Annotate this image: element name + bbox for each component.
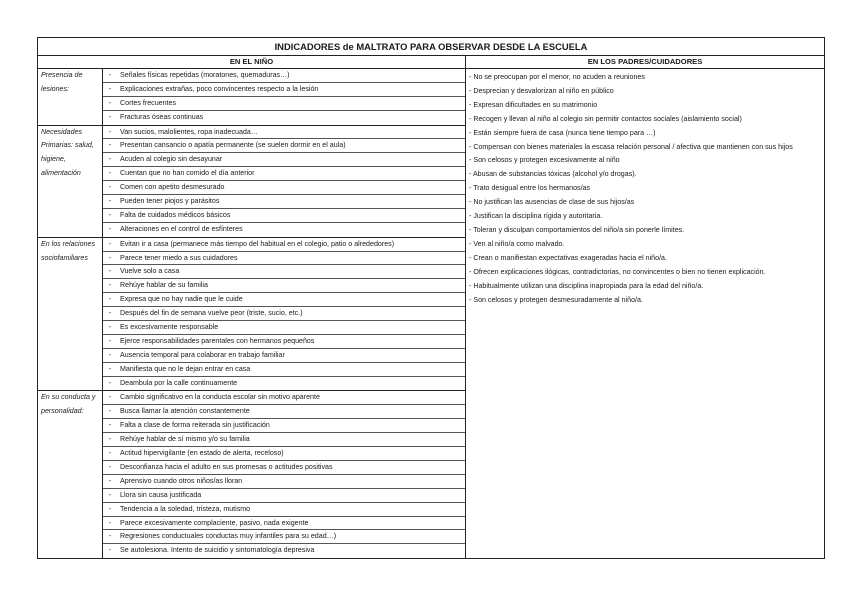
indicator-text: Actitud hipervigilante (en estado de alerta, receloso) xyxy=(120,449,284,458)
indicator-text: Cortes frecuentes xyxy=(120,98,176,107)
bullet-dash: - xyxy=(108,84,112,93)
parent-indicator: - No se preocupan por el menor, no acuden a reuniones xyxy=(469,73,645,81)
parent-indicator: - Toleran y disculpan comportamientos del niño/a sin ponerle límites. xyxy=(469,225,685,234)
parent-indicator: - Expresan dificultades en su matrimonio xyxy=(469,100,598,109)
indicator-row xyxy=(103,69,465,83)
bullet-dash: - xyxy=(108,490,112,499)
parent-indicator: - Ven al niño/a como malvado. xyxy=(469,239,565,248)
indicator-text: Ausencia temporal para colaborar en trabajo familiar xyxy=(120,350,285,359)
bullet-dash: - xyxy=(108,309,112,318)
indicator-text: Alteraciones en el control de esfínteres xyxy=(120,224,243,233)
bullet-dash: - xyxy=(108,183,112,192)
indicator-row xyxy=(103,335,465,349)
indicator-row xyxy=(103,265,465,279)
indicator-text: Pueden tener piojos y parásitos xyxy=(120,197,220,206)
indicator-text: Falta a clase de forma reiterada sin justificación xyxy=(120,421,270,430)
indicator-text: Busca llamar la atención constantemente xyxy=(120,407,250,416)
bullet-dash: - xyxy=(108,169,112,178)
indicator-text: Comen con apetito desmesurado xyxy=(120,183,225,192)
indicator-row xyxy=(103,293,465,307)
parent-indicators-column xyxy=(466,69,824,558)
bullet-dash: - xyxy=(108,350,112,359)
category-items xyxy=(103,238,465,391)
indicator-text: Es excesivamente responsable xyxy=(120,323,219,332)
child-indicators-column xyxy=(38,69,466,558)
indicator-text: Acuden al colegio sin desayunar xyxy=(120,155,223,164)
indicator-row xyxy=(103,111,465,125)
category-label: En los relaciones sociofamiliares xyxy=(38,238,103,391)
bullet-dash: - xyxy=(108,378,112,387)
bullet-dash: - xyxy=(108,267,112,276)
indicator-row xyxy=(103,517,465,531)
bullet-dash: - xyxy=(108,253,112,262)
indicator-row xyxy=(103,209,465,223)
parent-indicator: - Son celosos y protegen desmesuradamente al niño/a. xyxy=(469,295,643,304)
bullet-dash: - xyxy=(108,449,112,458)
bullet-dash: - xyxy=(108,476,112,485)
indicator-text: Se autolesiona. Intento de suicidio y sintomatología depresiva xyxy=(120,546,315,555)
header-parents: EN LOS PADRES/CUIDADORES xyxy=(587,57,703,66)
indicator-text: Regresiones conductuales conductas muy infantiles para su edad…) xyxy=(120,532,337,541)
indicator-text: Presentan cansancio o apatía permanente (se suelen dormir en el aula) xyxy=(120,141,346,150)
parent-indicator: - Ofrecen explicaciones ilógicas, contradictorias, no convincentes o bien no tienen explicación. xyxy=(469,267,766,276)
indicator-text: Señales físicas repetidas (moratones, quemaduras…) xyxy=(120,71,290,79)
indicators-table xyxy=(37,37,825,559)
category-group xyxy=(38,126,465,238)
indicator-row xyxy=(103,419,465,433)
bullet-dash: - xyxy=(108,197,112,206)
category-label: Necesidades Primarias: salud, higiene, alimentación xyxy=(38,126,103,237)
indicator-row xyxy=(103,433,465,447)
parent-indicator: - Abusan de substancias tóxicas (alcohol y/o drogas). xyxy=(469,170,637,179)
bullet-dash: - xyxy=(108,210,112,219)
bullet-dash: - xyxy=(108,364,112,373)
indicator-row xyxy=(103,475,465,489)
indicator-text: Falta de cuidados médicos básicos xyxy=(120,210,231,219)
indicator-text: Fracturas óseas continuas xyxy=(120,112,204,121)
bullet-dash: - xyxy=(108,112,112,121)
parent-indicator: - Habitualmente utilizan una disciplina inapropiada para la edad del niño/a. xyxy=(469,281,704,290)
parent-indicator: - Recogen y llevan al niño al colegio sin permitir contactos sociales (aislamiento social) xyxy=(469,114,742,123)
indicator-row xyxy=(103,279,465,293)
category-group xyxy=(38,238,465,392)
bullet-dash: - xyxy=(108,98,112,107)
bullet-dash: - xyxy=(108,127,112,136)
category-items xyxy=(103,69,465,125)
indicator-row xyxy=(103,83,465,97)
bullet-dash: - xyxy=(108,462,112,471)
indicator-text: Rehúye hablar de su familia xyxy=(120,281,208,290)
parent-indicator: - Trato desigual entre los hermanos/as xyxy=(469,184,591,193)
indicator-row xyxy=(103,139,465,153)
category-group xyxy=(38,391,465,558)
indicator-text: Deambula por la calle continuamente xyxy=(120,378,238,387)
table-body xyxy=(38,69,824,558)
parent-indicator: - Compensan con bienes materiales la escasa relación personal / afectiva que mantienen con sus hijos xyxy=(469,142,793,151)
bullet-dash: - xyxy=(108,224,112,233)
parent-indicator: - Están siempre fuera de casa (nunca tiene tiempo para …) xyxy=(469,128,656,137)
category-items xyxy=(103,126,465,237)
indicator-row xyxy=(103,321,465,335)
indicator-row xyxy=(103,503,465,517)
indicator-text: Cambio significativo en la conducta escolar sin motivo aparente xyxy=(120,393,320,402)
indicator-row xyxy=(103,405,465,419)
bullet-dash: - xyxy=(108,295,112,304)
bullet-dash: - xyxy=(108,504,112,513)
indicator-row xyxy=(103,391,465,405)
bullet-dash: - xyxy=(108,336,112,345)
bullet-dash: - xyxy=(108,532,112,541)
indicator-row xyxy=(103,167,465,181)
indicator-row xyxy=(103,252,465,266)
bullet-dash: - xyxy=(108,421,112,430)
indicator-row xyxy=(103,447,465,461)
indicator-text: Expresa que no hay nadie que le cuide xyxy=(120,295,243,304)
parent-indicator: - Son celosos y protegen excesivamente al niño xyxy=(469,156,620,165)
bullet-dash: - xyxy=(108,393,112,402)
bullet-dash: - xyxy=(108,323,112,332)
indicator-text: Explicaciones extrañas, poco convincentes respecto a la lesión xyxy=(120,84,319,93)
indicator-row xyxy=(103,181,465,195)
parent-indicator: - Crean o manifiestan expectativas exageradas hacia el niño/a. xyxy=(469,253,667,262)
indicator-row xyxy=(103,377,465,391)
indicator-text: Ejerce responsabilidades parentales con hermanos pequeños xyxy=(120,336,315,345)
header-child: EN EL NIÑO xyxy=(38,56,466,68)
bullet-dash: - xyxy=(108,407,112,416)
table-title: INDICADORES de MALTRATO PARA OBSERVAR DESDE LA ESCUELA xyxy=(38,38,824,56)
indicator-text: Van sucios, malolientes, ropa inadecuada… xyxy=(120,127,258,136)
indicator-text: Evitan ir a casa (permanece más tiempo del habitual en el colegio, patio o alrededores) xyxy=(120,239,395,248)
category-label: Presencia de lesiones: xyxy=(38,69,103,125)
indicator-row xyxy=(103,153,465,167)
indicator-row xyxy=(103,363,465,377)
parent-indicator: - Justifican la disciplina rígida y autoritaria. xyxy=(469,212,603,221)
bullet-dash: - xyxy=(108,518,112,527)
bullet-dash: - xyxy=(108,546,112,555)
indicator-text: Parece excesivamente complaciente, pasivo, nada exigente xyxy=(120,518,309,527)
indicator-text: Llora sin causa justificada xyxy=(120,490,202,499)
indicator-text: Tendencia a la soledad, tristeza, mutismo xyxy=(120,504,251,513)
indicator-text: Aprensivo cuando otros niños/as lloran xyxy=(120,476,243,485)
parent-indicator: - No justifican las ausencias de clase de sus hijos/as xyxy=(469,198,635,207)
indicator-row xyxy=(103,195,465,209)
bullet-dash: - xyxy=(108,155,112,164)
column-headers xyxy=(38,56,824,69)
bullet-dash: - xyxy=(108,435,112,444)
indicator-row xyxy=(103,530,465,544)
indicator-text: Rehúye hablar de sí mismo y/o su familia xyxy=(120,435,250,444)
indicator-text: Después del fin de semana vuelve peor (triste, sucio, etc.) xyxy=(120,309,303,318)
indicator-row xyxy=(103,349,465,363)
indicator-text: Manifiesta que no le dejan entrar en casa xyxy=(120,364,251,373)
category-label: En su conducta y personalidad: xyxy=(38,391,103,558)
indicator-text: Cuentan que no han comido el día anterior xyxy=(120,169,255,178)
bullet-dash: - xyxy=(108,141,112,150)
indicator-row xyxy=(103,97,465,111)
indicator-text: Desconfianza hacia el adulto en sus promesas o actitudes positivas xyxy=(120,462,333,471)
category-group xyxy=(38,69,465,126)
indicator-row xyxy=(103,307,465,321)
indicator-row xyxy=(103,544,465,558)
indicator-row xyxy=(103,238,465,252)
indicator-text: Vuelve solo a casa xyxy=(120,267,180,276)
parent-indicator: - Desprecian y desvalorizan al niño en público xyxy=(469,86,614,95)
bullet-dash: - xyxy=(108,239,112,248)
indicator-text: Parece tener miedo a sus cuidadores xyxy=(120,253,238,262)
indicator-row xyxy=(103,126,465,140)
indicator-row xyxy=(103,461,465,475)
bullet-dash: - xyxy=(108,71,112,79)
bullet-dash: - xyxy=(108,281,112,290)
indicator-row xyxy=(103,223,465,237)
indicator-row xyxy=(103,489,465,503)
category-items xyxy=(103,391,465,558)
